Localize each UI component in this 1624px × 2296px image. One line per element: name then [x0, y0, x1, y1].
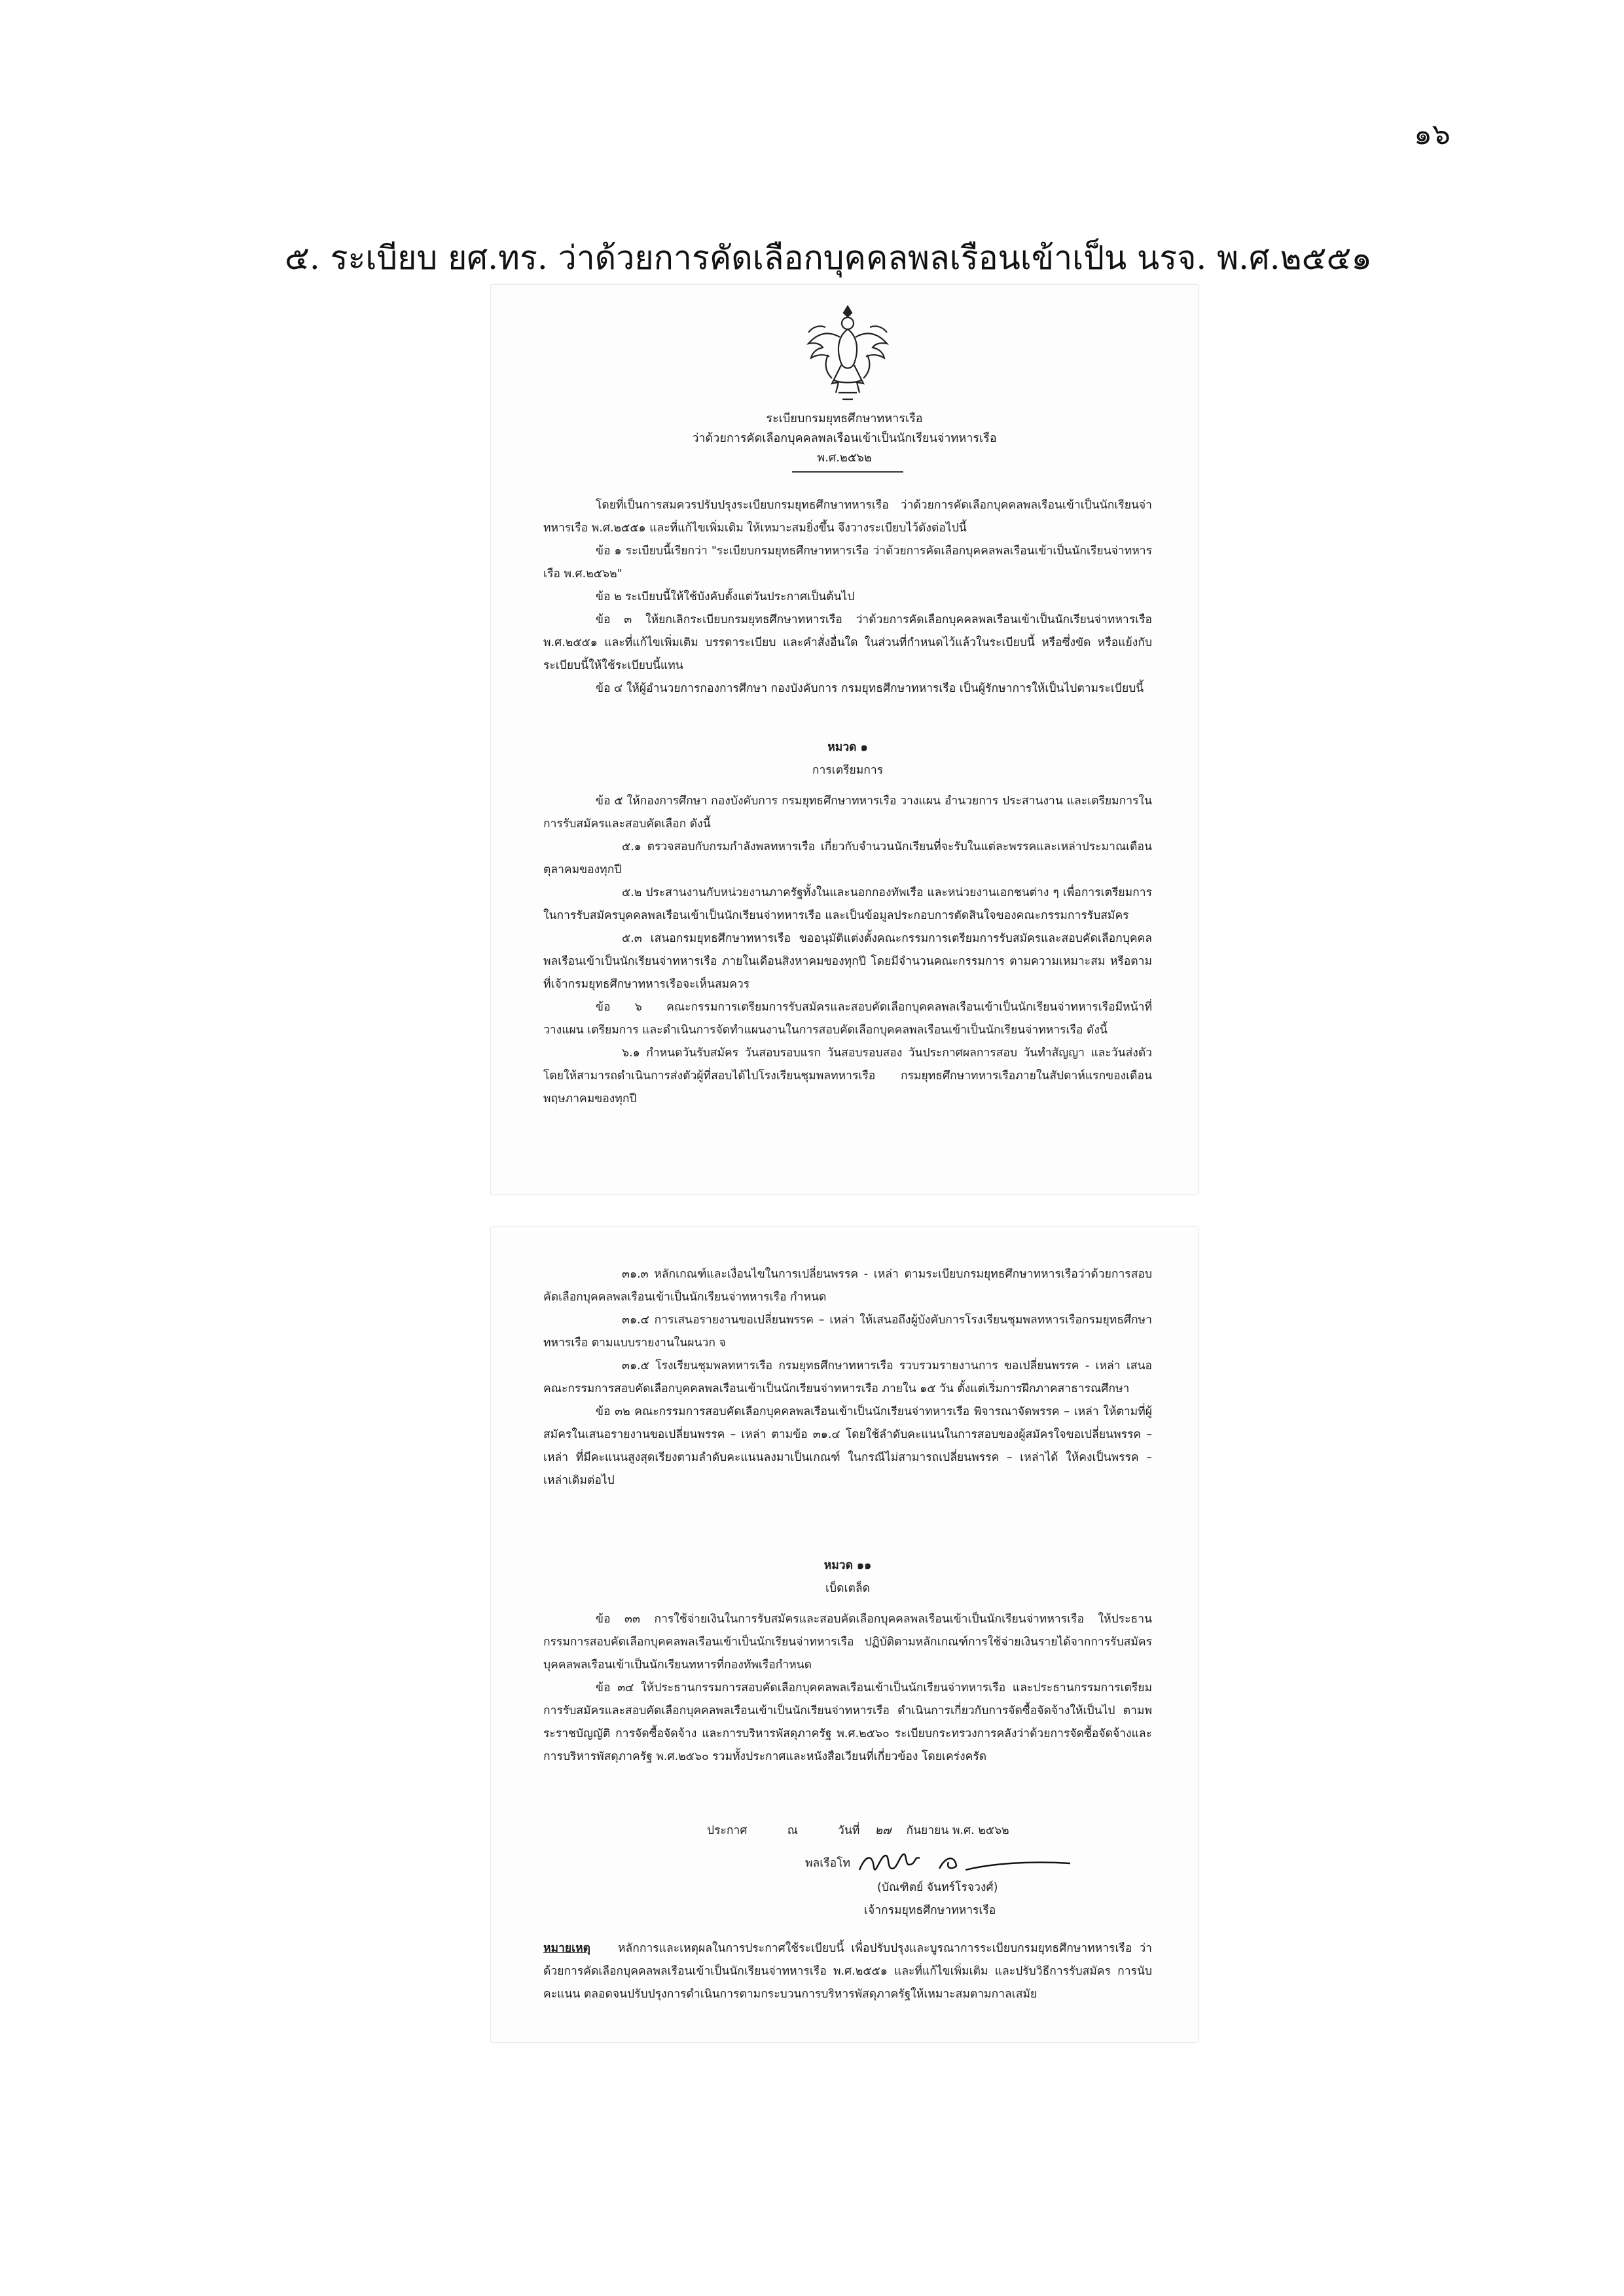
preamble: [543, 494, 1152, 700]
clauses-31-32: [543, 1263, 1152, 1492]
remarks-paragraph: [543, 1937, 1152, 2006]
title-divider: [792, 471, 903, 473]
clause-3: ข้อ ๓ ให้ยกเลิกระเบียบกรมยุทธศึกษาทหารเรือ ว่าด้วยการคัดเลือกบุคคลพลเรือนเข้าเป็นนักเรียนจ่าทหารเรือ พ.ศ.๒๕๕๑ และที่แก้ไขเพิ่มเติม บรรดาระเบียบ และคำสั่งอื่นใด ในส่วนที่กำหนดไว้แล้วในระเบียบนี้ หรือซึ่งขัด หรือแย้งกับระเบียบนี้ให้ใช้ระเบียบนี้แทน: [543, 613, 1152, 672]
signer-name: (บัณฑิตย์ จันทร์โรจวงศ์): [877, 1881, 998, 1894]
clause-5-1: ๕.๑ ตรวจสอบกับกรมกำลังพลทหารเรือ เกี่ยวกับจำนวนนักเรียนที่จะรับในแต่ละพรรคและเหล่าประมาณเดือนตุลาคมของทุกปี: [543, 840, 1152, 876]
clause-33: ข้อ ๓๓ การใช้จ่ายเงินในการรับสมัครและสอบคัดเลือกบุคคลพลเรือนเข้าเป็นนักเรียนจ่าทหารเรือ ให้ประธานกรรมการสอบคัดเลือกบุคคลพลเรือนเข้าเป็นนักเรียนจ่าทหารเรือ ปฏิบัติตามหลักเกณฑ์การใช้จ่ายเงินรายได้จากการรับสมัครบุคคลพลเรือนเข้าเป็นนักเรียนทหารที่กองทัพเรือกำหนด: [543, 1613, 1152, 1672]
signer-rank: พลเรือโท: [805, 1857, 851, 1870]
signer-title: เจ้ากรมยุทธศึกษาทหารเรือ: [864, 1904, 996, 1917]
announce-day: ๒๗: [875, 1824, 892, 1837]
clause-6: ข้อ ๖ คณะกรรมการเตรียมการรับสมัครและสอบคัดเลือกบุคคลพลเรือนเข้าเป็นนักเรียนจ่าทหารเรือมีหน้าที่ วางแผน เตรียมการ และดำเนินการจัดทำแผนงานในการสอบคัดเลือกบุคคลพลเรือนเข้าเป็นนักเรียนจ่าทหารเรือ ดังนี้: [543, 1001, 1152, 1037]
clause-4: ข้อ ๔ ให้ผู้อำนวยการกองการศึกษา กองบังคับการ กรมยุทธศึกษาทหารเรือ เป็นผู้รักษาการให้เป็นไปตามระเบียบนี้: [596, 682, 1144, 695]
clause-2: ข้อ ๒ ระเบียบนี้ให้ใช้บังคับตั้งแต่วันประกาศเป็นต้นไป: [596, 590, 855, 603]
scanned-document-page-1: [491, 285, 1198, 1194]
clause-31-3: ๓๑.๓ หลักเกณฑ์และเงื่อนไขในการเปลี่ยนพรรค - เหล่า ตามระเบียบกรมยุทธศึกษาทหารเรือว่าด้วยการสอบคัดเลือกบุคคลพลเรือนเข้าเป็นนักเรียนจ่าทหารเรือ กำหนด: [543, 1268, 1152, 1304]
announce-label: ประกาศ: [707, 1824, 748, 1837]
clause-31-5: ๓๑.๕ โรงเรียนชุมพลทหารเรือ กรมยุทธศึกษาทหารเรือ รวบรวมรายงานการ ขอเปลี่ยนพรรค - เหล่า เสนอคณะกรรมการสอบคัดเลือกบุคคลพลเรือนเข้าเป็นนักเรียนจ่าทหารเรือ ภายใน ๑๕ วัน ตั้งแต่เริ่มการฝึกภาคสาธารณศึกษา: [543, 1359, 1152, 1395]
clause-5-3: ๕.๓ เสนอกรมยุทธศึกษาทหารเรือ ขออนุมัติแต่งตั้งคณะกรรมการเตรียมการรับสมัครและสอบคัดเลือกบุคคลพลเรือนเข้าเป็นนักเรียนจ่าทหารเรือ ภายในเดือนสิงหาคมของทุกปี โดยมีจำนวนคณะกรรมการ ตามความเหมาะสม หรือตามที่เจ้ากรมยุทธศึกษาทหารเรือจะเห็นสมควร: [543, 932, 1152, 991]
scanned-document-page-2: [491, 1227, 1198, 2042]
signature-line: [543, 1850, 1152, 1876]
chapter-11: [543, 1554, 1152, 1768]
remarks-label: หมายเหตุ: [543, 1942, 591, 1955]
regulation-title-line: ว่าด้วยการคัดเลือกบุคคลพลเรือนเข้าเป็นนักเรียนจ่าทหารเรือ: [692, 431, 997, 445]
announcement-block: [543, 1820, 1152, 1922]
announcement-date: [543, 1820, 1152, 1842]
clause-34: ข้อ ๓๔ ให้ประธานกรรมการสอบคัดเลือกบุคคลพลเรือนเข้าเป็นนักเรียนจ่าทหารเรือ และประธานกรรมการเตรียมการรับสมัครและสอบคัดเลือกบุคคลพลเรือนเข้าเป็นนักเรียนจ่าทหารเรือ ดำเนินการเกี่ยวกับการจัดซื้อจัดจ้างให้เป็นไป ตามพระราชบัญญัติ การจัดซื้อจัดจ้าง และการบริหารพัสดุภาครัฐ พ.ศ.๒๕๖๐ ระเบียบกระทรวงการคลังว่าด้วยการจัดซื้อจัดจ้างและการบริหารพัสดุภาครัฐ พ.ศ.๒๕๖๐ รวมทั้งประกาศและหนังสือเวียนที่เกี่ยวข้อง โดยเคร่งครัด: [543, 1681, 1152, 1763]
chapter-1: [543, 736, 1152, 1111]
clause-31-4: ๓๑.๔ การเสนอรายงานขอเปลี่ยนพรรค – เหล่า ให้เสนอถึงผู้บังคับการโรงเรียนชุมพลทหารเรือกรมยุทธศึกษาทหารเรือ ตามแบบรายงานในผนวก จ: [543, 1314, 1152, 1350]
remarks: [543, 1937, 1152, 2006]
chapter-name: การเตรียมการ: [812, 764, 884, 777]
regulation-title-line: พ.ศ.๒๕๖๒: [817, 451, 872, 465]
announce-at: ณ: [787, 1824, 798, 1837]
regulation-title-line: ระเบียบกรมยุทธศึกษาทหารเรือ: [766, 412, 923, 425]
garuda-emblem-icon: [802, 301, 893, 409]
announce-date-label: วันที่: [838, 1824, 860, 1837]
section-heading: ๕. ระเบียบ ยศ.ทร. ว่าด้วยการคัดเลือกบุคคลพลเรือนเข้าเป็น นรจ. พ.ศ.๒๕๕๑: [285, 239, 1373, 277]
handwritten-signature-icon: [854, 1850, 1077, 1876]
clause-5: ข้อ ๕ ให้กองการศึกษา กองบังคับการ กรมยุทธศึกษาทหารเรือ วางแผน อำนวยการ ประสานงาน และเตรียมการในการรับสมัครและสอบคัดเลือก ดังนี้: [543, 795, 1152, 831]
page-number: ๑๖: [1414, 118, 1451, 151]
chapter-name: เบ็ดเตล็ด: [825, 1582, 870, 1595]
clause-1: ข้อ ๑ ระเบียบนี้เรียกว่า "ระเบียบกรมยุทธศึกษาทหารเรือ ว่าด้วยการคัดเลือกบุคคลพลเรือนเข้าเป็นนักเรียนจ่าทหารเรือ พ.ศ.๒๕๖๒": [543, 545, 1152, 581]
chapter-number: หมวด ๑: [827, 741, 868, 754]
chapter-number: หมวด ๑๑: [823, 1559, 872, 1572]
remarks-text: หลักการและเหตุผลในการประกาศใช้ระเบียบนี้ เพื่อปรับปรุงและบูรณาการระเบียบกรมยุทธศึกษาทหารเรือ ว่าด้วยการคัดเลือกบุคคลพลเรือนเข้าเป็นนักเรียนจ่าทหารเรือ พ.ศ.๒๕๕๑ และที่แก้ไขเพิ่มเติม และปรับวิธีการรับสมัคร การนับคะแนน ตลอดจนปรับปรุงการดำเนินการตามกระบวนการบริหารพัสดุภาครัฐให้เหมาะสมตามกาลเสมัย: [543, 1942, 1152, 2001]
regulation-title: [550, 409, 1139, 468]
preamble-paragraph: โดยที่เป็นการสมควรปรับปรุงระเบียบกรมยุทธศึกษาทหารเรือ ว่าด้วยการคัดเลือกบุคคลพลเรือนเข้าเป็นนักเรียนจ่าทหารเรือ พ.ศ.๒๕๕๑ และที่แก้ไขเพิ่มเติม ให้เหมาะสมยิ่งขึ้น จึงวางระเบียบไว้ดังต่อไปนี้: [543, 499, 1152, 535]
clause-32: ข้อ ๓๒ คณะกรรมการสอบคัดเลือกบุคคลพลเรือนเข้าเป็นนักเรียนจ่าทหารเรือ พิจารณาจัดพรรค – เหล่า ให้ตามที่ผู้สมัครในเสนอรายงานขอเปลี่ยนพรรค – เหล่า ตามข้อ ๓๑.๔ โดยใช้ลำดับคะแนนในการสอบของผู้สมัครใจขอเปลี่ยนพรรค – เหล่า ที่มีคะแนนสูงสุดเรียงตามลำดับคะแนนลงมาเป็นเกณฑ์ ในกรณีไม่สามารถเปลี่ยนพรรค – เหล่าได้ ให้คงเป็นพรรค – เหล่าเดิมต่อไป: [543, 1405, 1152, 1487]
clause-5-2: ๕.๒ ประสานงานกับหน่วยงานภาครัฐทั้งในและนอกกองทัพเรือ และหน่วยงานเอกชนต่าง ๆ เพื่อการเตรียมการในการรับสมัครบุคคลพลเรือนเข้าเป็นนักเรียนจ่าทหารเรือ และเป็นข้อมูลประกอบการตัดสินใจของคณะกรรมการรับสมัคร: [543, 886, 1152, 922]
clause-6-1: ๖.๑ กำหนดวันรับสมัคร วันสอบรอบแรก วันสอบรอบสอง วันประกาศผลการสอบ วันทำสัญญา และวันส่งตัว โดยให้สามารถดำเนินการส่งตัวผู้ที่สอบได้ไปโรงเรียนชุมพลทหารเรือ กรมยุทธศึกษาทหารเรือภายในสัปดาห์แรกของเดือนพฤษภาคมของทุกปี: [543, 1047, 1152, 1105]
announce-month-year: กันยายน พ.ศ. ๒๕๖๒: [906, 1824, 1009, 1837]
